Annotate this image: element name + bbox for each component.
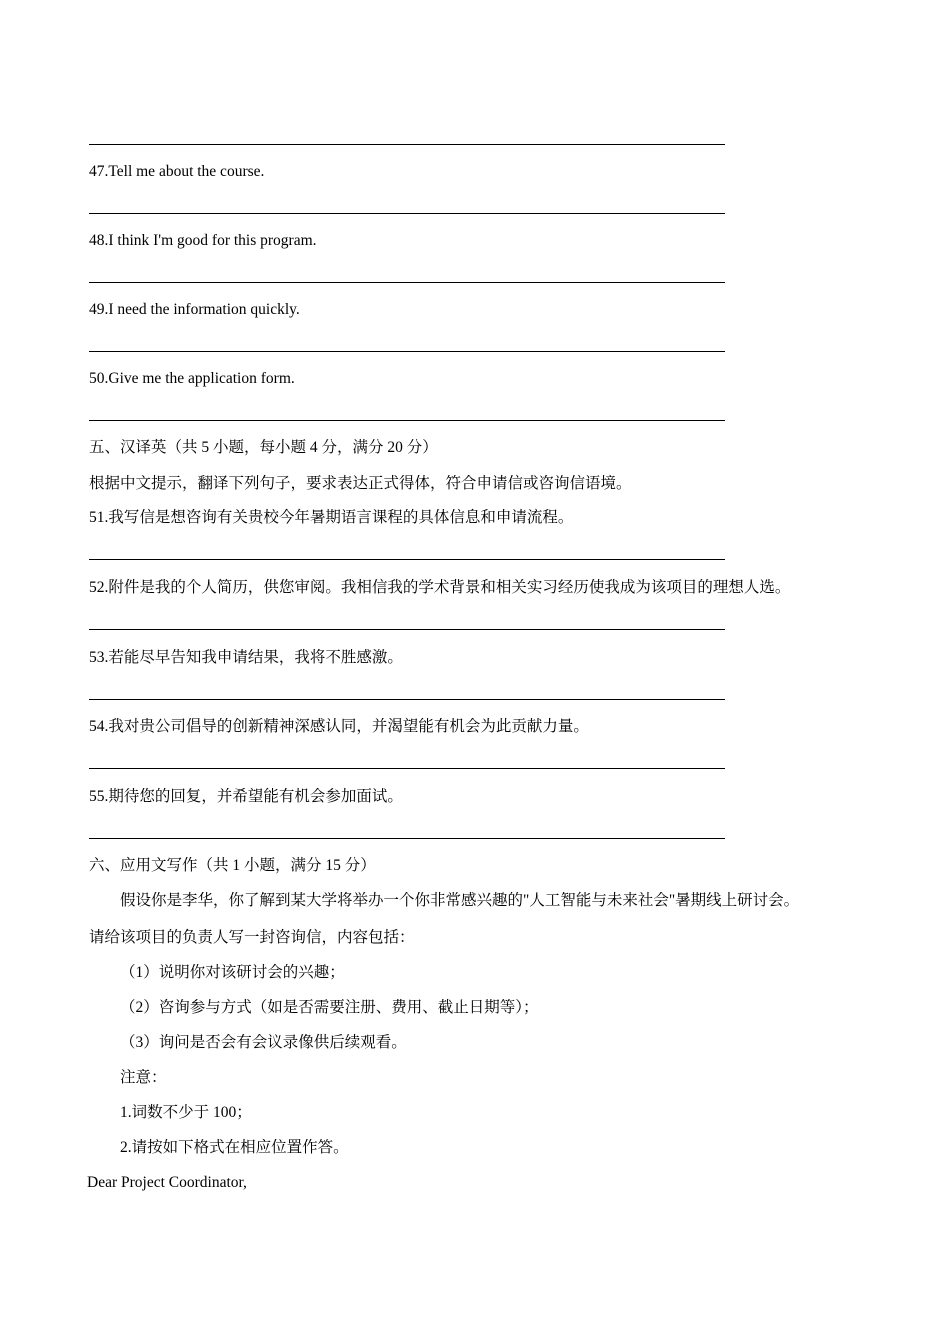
section-six-heading: 六、应用文写作（共 1 小题，满分 15 分） bbox=[89, 857, 376, 874]
question-51: 51.我写信是想咨询有关贵校今年暑期语言课程的具体信息和申请流程。 bbox=[89, 509, 574, 526]
answer-line[interactable] bbox=[89, 282, 725, 283]
question-48: 48.I think I'm good for this program. bbox=[89, 232, 317, 249]
question-55: 55.期待您的回复，并希望能有机会参加面试。 bbox=[89, 788, 403, 805]
answer-line[interactable] bbox=[89, 420, 725, 421]
answer-line[interactable] bbox=[89, 559, 725, 560]
answer-line[interactable] bbox=[89, 144, 725, 145]
question-47: 47.Tell me about the course. bbox=[89, 163, 265, 180]
question-53: 53.若能尽早告知我申请结果，我将不胜感激。 bbox=[89, 649, 403, 666]
writing-prompt-line-1: 假设你是李华，你了解到某大学将举办一个你非常感兴趣的"人工智能与未来社会"暑期线上研讨会。 bbox=[120, 892, 800, 909]
section-five-instruction: 根据中文提示，翻译下列句子，要求表达正式得体，符合申请信或咨询信语境。 bbox=[89, 475, 632, 492]
question-52: 52.附件是我的个人简历，供您审阅。我相信我的学术背景和相关实习经历使我成为该项目的理想人选。 bbox=[89, 579, 791, 596]
answer-line[interactable] bbox=[89, 351, 725, 352]
answer-line[interactable] bbox=[89, 629, 725, 630]
note-item-2: 2.请按如下格式在相应位置作答。 bbox=[120, 1139, 349, 1156]
answer-line[interactable] bbox=[89, 838, 725, 839]
section-five-heading: 五、汉译英（共 5 小题，每小题 4 分，满分 20 分） bbox=[89, 439, 438, 456]
writing-point-3: （3）询问是否会有会议录像供后续观看。 bbox=[120, 1034, 407, 1051]
question-50: 50.Give me the application form. bbox=[89, 370, 295, 387]
letter-salutation: Dear Project Coordinator, bbox=[87, 1174, 247, 1191]
answer-line[interactable] bbox=[89, 768, 725, 769]
question-54: 54.我对贵公司倡导的创新精神深感认同，并渴望能有机会为此贡献力量。 bbox=[89, 718, 589, 735]
writing-prompt-line-2: 请给该项目的负责人写一封咨询信，内容包括： bbox=[89, 929, 415, 946]
writing-point-1: （1）说明你对该研讨会的兴趣； bbox=[120, 964, 345, 981]
writing-point-2: （2）咨询参与方式（如是否需要注册、费用、截止日期等）； bbox=[120, 999, 539, 1016]
answer-line[interactable] bbox=[89, 213, 725, 214]
answer-line[interactable] bbox=[89, 699, 725, 700]
question-49: 49.I need the information quickly. bbox=[89, 301, 300, 318]
note-label: 注意： bbox=[120, 1069, 167, 1086]
note-item-1: 1.词数不少于 100； bbox=[120, 1104, 252, 1121]
